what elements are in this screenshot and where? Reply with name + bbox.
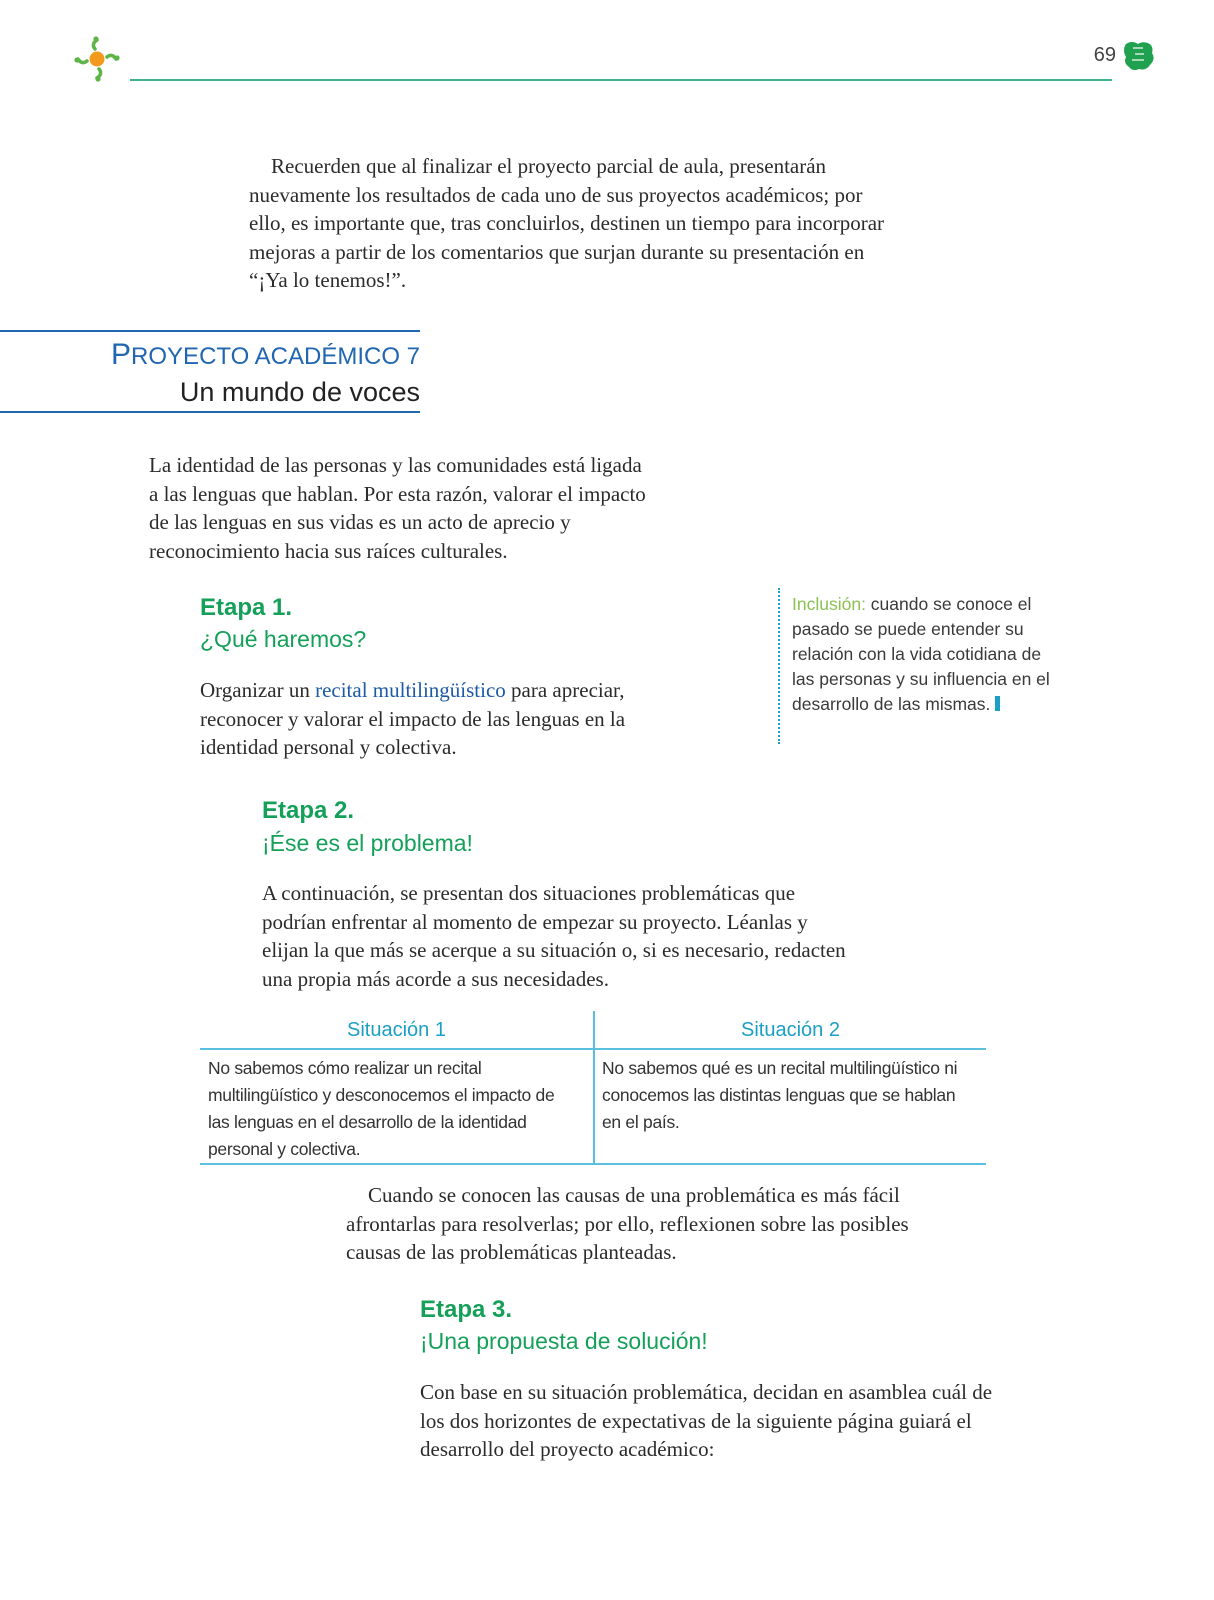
after-table-paragraph: Cuando se conocen las causas de una problemática es más fácil afrontarlas para resolverlas; por ello, reflexionen sobre las posibles causas de las problemáticas planteadas.	[346, 1183, 909, 1264]
sidebar-end-marker	[995, 696, 1000, 711]
etapa2-text: A continuación, se presentan dos situaciones problemáticas que podrían enfrentar al momento de empezar su proyecto. Léanlas y elijan la que más se acerque a su situación o, si es necesario, redacten una propia más acorde a sus necesidades.	[262, 881, 846, 991]
project-intro: La identidad de las personas y las comunidades está ligada a las lenguas que hablan. Por esta razón, valorar el impacto de las lenguas en sus vidas es un acto de aprecio y reconocimiento hacia sus raíces culturales.	[149, 453, 646, 563]
etapa1-subtitle: ¿Qué haremos?	[200, 626, 367, 652]
recital-link[interactable]: recital multilingüístico	[315, 678, 506, 702]
project-label	[0, 338, 420, 377]
page-number: 69	[1093, 44, 1116, 66]
etapa2-subtitle: ¡Ése es el problema!	[262, 830, 473, 856]
header-emblem	[1122, 38, 1156, 74]
table-header-rule	[200, 1048, 986, 1050]
project-title: Un mundo de voces	[179, 377, 420, 407]
project-label-cap: P	[111, 338, 132, 371]
intro-paragraph: Recuerden que al finalizar el proyecto parcial de aula, presentarán nuevamente los resultados de cada uno de sus proyectos académicos; por ello, es importante que, tras concluirlos, destinen un tiempo para incorporar mejoras a partir de los comentarios que surjan durante su presentación en “¡Ya lo tenemos!”.	[249, 154, 885, 292]
sidebar-dotted-rule	[778, 588, 780, 744]
situations-table	[200, 1011, 986, 1165]
etapa3-number: Etapa 3.	[420, 1296, 513, 1323]
sidebar-note-label: Inclusión:	[792, 594, 866, 614]
header-rule	[130, 79, 1112, 81]
sidebar-note-text: cuando se conoce el pasado se puede entender su relación con la vida cotidiana de las personas y su influencia en el desarrollo de las mismas.	[792, 594, 1050, 714]
situation1-cell: No sabemos cómo realizar un recital multilingüístico y desconocemos el impacto de las lenguas en el desarrollo de la identidad personal y colectiva.	[208, 1058, 555, 1159]
flower-logo-icon	[72, 34, 122, 84]
header-logo	[72, 34, 122, 84]
situation1-header: Situación 1	[347, 1019, 446, 1041]
situation2-header: Situación 2	[741, 1019, 840, 1041]
project-heading-top-rule	[0, 330, 420, 332]
etapa1-text-after: para apreciar, reconocer y valorar el impacto de las lenguas en la identidad personal y colectiva.	[200, 678, 626, 759]
table-bottom-rule	[200, 1163, 986, 1165]
sidebar-note	[792, 592, 1064, 717]
etapa3-text: Con base en su situación problemática, decidan en asamblea cuál de los dos horizontes de expectativas de la siguiente página guiará el desarrollo del proyecto académico:	[420, 1380, 993, 1461]
project-label-rest: ROYECTO ACADÉMICO 7	[131, 343, 420, 370]
etapa1-text-before: Organizar un	[200, 678, 316, 702]
etapa3-subtitle: ¡Una propuesta de solución!	[420, 1328, 708, 1354]
project-heading-bottom-rule	[0, 411, 420, 413]
green-emblem-icon	[1122, 38, 1156, 74]
etapa1-text	[200, 676, 680, 762]
situation2-cell: No sabemos qué es un recital multilingüístico ni conocemos las distintas lenguas que se hablan en el país.	[602, 1058, 958, 1132]
etapa1-number: Etapa 1.	[200, 594, 293, 621]
etapa2-number: Etapa 2.	[262, 797, 355, 824]
